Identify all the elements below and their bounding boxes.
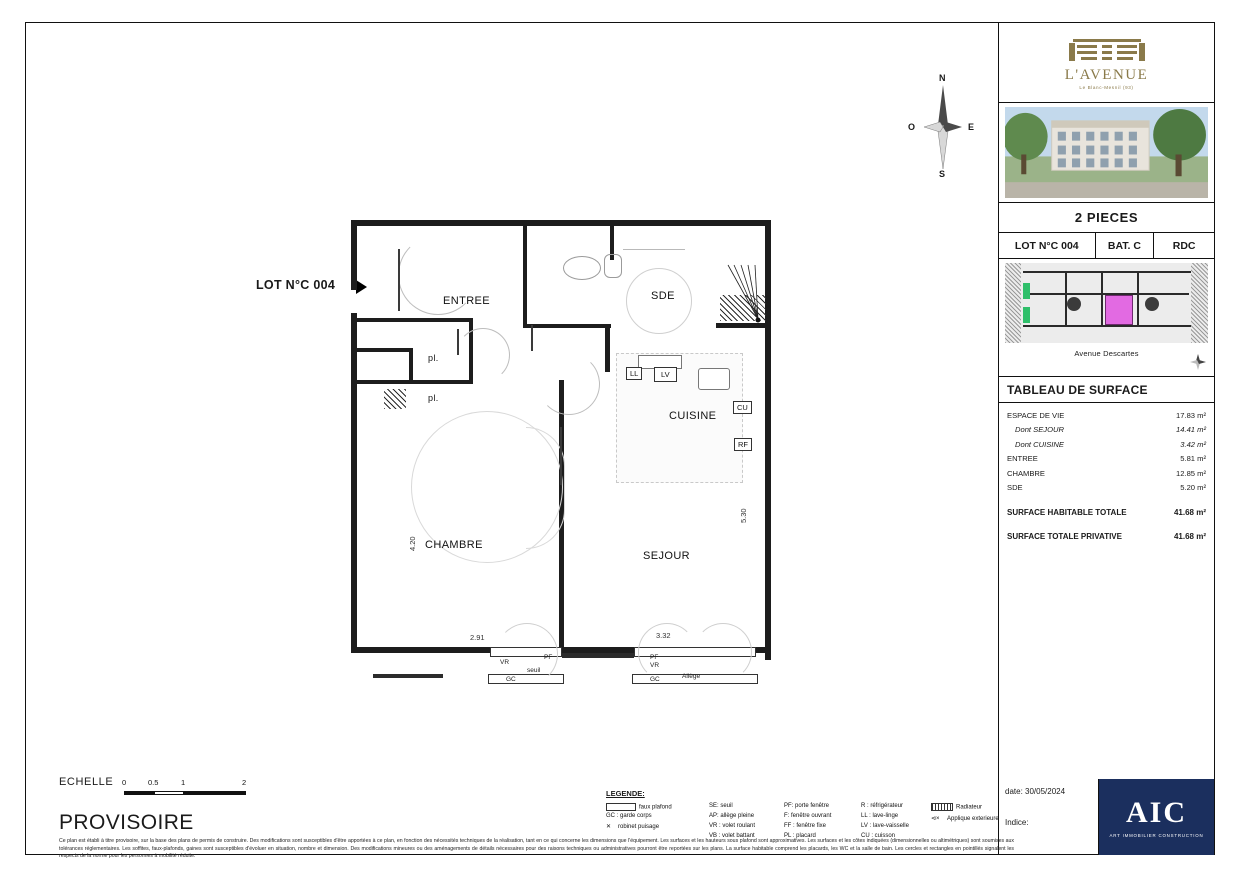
door-swing-window-chambre xyxy=(496,623,558,685)
legend-ll: LL : lave-linge xyxy=(861,813,899,819)
surface-value: 5.81 m² xyxy=(1180,454,1206,464)
kitchen-sink-icon xyxy=(698,368,730,390)
room-label-cuisine: CUISINE xyxy=(669,410,717,422)
door-swing-closet xyxy=(456,328,510,382)
room-label-placard-2: pl. xyxy=(428,393,439,403)
building-logo-icon xyxy=(1063,35,1151,65)
compass-rose-icon xyxy=(906,73,978,183)
company-logo-cell xyxy=(1099,779,1214,855)
legend-r: R : réfrigérateur xyxy=(861,803,904,809)
wall-sde-bottom xyxy=(523,324,611,328)
surface-row xyxy=(1007,452,1206,466)
wall-light-icon: ⊲× xyxy=(931,816,940,822)
door-leaf-chambre xyxy=(560,427,562,485)
legend-cu: CU : cuisson xyxy=(861,833,896,839)
compass-west-label: O xyxy=(908,122,916,132)
hatch-closet xyxy=(384,389,406,409)
surface-value: 14.41 m² xyxy=(1176,425,1206,435)
key-plan-cell xyxy=(999,259,1214,377)
legend-block xyxy=(606,789,1016,846)
legend-applique: Applique exterieure xyxy=(947,816,999,822)
surface-label: ENTREE xyxy=(1007,454,1038,464)
legend-lv: LV : lave-vaisselle xyxy=(861,823,909,829)
total-row xyxy=(1007,505,1206,520)
wall-top xyxy=(351,220,771,226)
surface-label: SDE xyxy=(1007,483,1023,493)
legend-pf: PF: porte fenêtre xyxy=(784,803,830,809)
faux-plafond-swatch-icon xyxy=(606,803,636,811)
wc-icon xyxy=(604,254,622,278)
legend-vb: VB : volet battant xyxy=(709,833,755,839)
appliance-tag-rf: RF xyxy=(734,438,752,451)
floor-level: RDC xyxy=(1153,233,1214,258)
dimension-chambre-width: 2.91 xyxy=(470,633,485,642)
window-tag-vr-1: VR xyxy=(500,659,510,666)
key-plan xyxy=(1005,263,1208,343)
total-value: 41.68 m² xyxy=(1173,531,1206,541)
door-leaf-sde xyxy=(531,325,533,351)
surface-value: 3.42 m² xyxy=(1180,439,1206,449)
legend-robinet: robinet puisage xyxy=(618,824,660,830)
window-tag-pf-2: PF xyxy=(650,654,659,661)
legend-garde-corps: GC : garde corps xyxy=(606,813,652,819)
surface-label: Dont SEJOUR xyxy=(1015,425,1064,435)
surface-row xyxy=(1007,467,1206,481)
pieces-count: 2 PIECES xyxy=(999,203,1214,233)
radiator-icon xyxy=(931,803,953,811)
wall-kitchen-left-up xyxy=(605,324,610,372)
dimension-sejour-width: 3.32 xyxy=(656,631,671,640)
wall-left-upper xyxy=(351,220,357,290)
scale-bar xyxy=(122,778,249,798)
provisoire-title: PROVISOIRE xyxy=(59,811,194,834)
appliance-tag-lv: LV xyxy=(654,367,677,382)
company-tagline: ART IMMOBILIER CONSTRUCTION xyxy=(1109,833,1204,838)
total-label: SURFACE TOTALE PRIVATIVE xyxy=(1007,531,1122,541)
surface-row xyxy=(1007,409,1206,423)
window-tag-gc-2: GC xyxy=(650,676,660,683)
legend-f: F: fenêtre ouvrant xyxy=(784,813,832,819)
sill-mid xyxy=(562,653,634,658)
surface-row xyxy=(1007,481,1206,495)
legend-title: LEGENDE: xyxy=(606,789,645,798)
building-photo-cell xyxy=(999,103,1214,203)
wall-closet-mid xyxy=(357,348,413,352)
lot-callout-arrow-icon xyxy=(356,280,367,294)
surface-table xyxy=(999,403,1214,554)
entry-door-fan-icon xyxy=(726,263,766,325)
highlighted-unit xyxy=(1105,295,1133,325)
total-value: 41.68 m² xyxy=(1173,507,1206,517)
legend-faux-plafond: faux plafond xyxy=(639,804,672,811)
wall-left-lower xyxy=(351,313,357,653)
room-label-entree: ENTREE xyxy=(443,295,491,307)
wall-closet-bottom xyxy=(357,380,473,384)
shower-edge xyxy=(623,249,685,250)
legend-ap: AP: allège pleine xyxy=(709,813,755,819)
footer-block xyxy=(999,779,1214,855)
date-label: date: xyxy=(1005,787,1023,796)
total-label: SURFACE HABITABLE TOTALE xyxy=(1007,507,1127,517)
surface-value: 17.83 m² xyxy=(1176,411,1206,420)
scale-tick-1: 1 xyxy=(181,778,186,787)
street-label: Avenue Descartes xyxy=(1074,349,1139,358)
date-value: 30/05/2024 xyxy=(1025,787,1066,796)
surface-row xyxy=(1007,423,1206,437)
brand-subtitle: Le Blanc-Mesnil (93) xyxy=(1079,85,1134,90)
door-swing-window-sejour-l xyxy=(638,623,696,681)
disclaimer-text: Ce plan est établi à titre provisoire, sur la base des plans de permis de construire. Des modifications sont susceptibles d'être apportées à ce plan, en fonction des nécessités techniques de la réalisation, tant en ce qui concerne les dimensions que l'équipement. Les surfaces et les hauteurs sous plafond sont approximatives. Les surfaces et les côtes indiquées (dimensionnelles ou altimétriques) sont soumises aux tolérances réglementaires. Les soffites, faux-plafonds, gaines sont susceptibles d'évoluer en situation, nombre et dimension. Des modifications mineures ou des aménagements de détails nécessaires pour des raisons techniques ou administratives pourront être reportées sur les plans. La surface habitable comprend les placards, les WC et la salle de bain. Les cercles et rectangles en pointillés signalent les respects de la norme pour les personnes à mobilité réduite. xyxy=(59,838,1014,860)
legend-ff: FF : fenêtre fixe xyxy=(784,823,827,829)
lot-info-row xyxy=(999,233,1214,259)
door-swing-window-sejour-r xyxy=(694,623,752,681)
wall-entry-stub xyxy=(523,226,527,246)
tap-icon: ✕ xyxy=(606,824,612,830)
info-panel xyxy=(999,23,1214,554)
door-leaf-entree xyxy=(398,249,400,311)
lot-number: LOT N°C 004 xyxy=(1014,239,1079,252)
keyplan-compass-icon xyxy=(1190,354,1206,370)
wall-closet-top xyxy=(357,318,473,322)
building-photo xyxy=(1005,107,1208,198)
scale-tick-2: 2 xyxy=(242,778,247,787)
door-leaf-closet xyxy=(457,329,459,355)
brand-logo-cell xyxy=(999,23,1214,103)
window-tag-seuil: seuil xyxy=(527,667,541,674)
scale-tick-0: 0 xyxy=(122,778,127,787)
appliance-tag-cu: CU xyxy=(733,401,752,414)
room-label-chambre: CHAMBRE xyxy=(425,539,483,551)
surface-label: Dont CUISINE xyxy=(1015,439,1064,449)
scale-label: ECHELLE xyxy=(59,776,114,788)
sink-icon xyxy=(563,256,601,280)
company-name: AIC xyxy=(1125,796,1187,829)
window-tag-pf-1: PF xyxy=(544,654,553,661)
surface-value: 5.20 m² xyxy=(1180,483,1206,493)
surface-value: 12.85 m² xyxy=(1176,468,1206,478)
door-swing-sejour xyxy=(538,353,600,415)
building-code: BAT. C xyxy=(1095,233,1154,258)
room-label-sde: SDE xyxy=(651,290,675,302)
wall-closet2 xyxy=(409,348,413,384)
compass-south-label: S xyxy=(939,169,946,179)
compass-north-label: N xyxy=(939,73,946,83)
legend-radiateur: Radiateur xyxy=(956,804,983,811)
window-tag-gc-1: GC xyxy=(506,676,516,683)
total-row xyxy=(1007,529,1206,544)
surface-label: CHAMBRE xyxy=(1007,468,1045,478)
revision-cell xyxy=(999,779,1099,855)
appliance-tag-ll: LL xyxy=(626,367,642,380)
legend-se: SE: seuil xyxy=(709,803,733,809)
scale-tick-05: 0.5 xyxy=(148,778,159,787)
room-label-sejour: SEJOUR xyxy=(643,550,691,562)
legend-vr: VR : volet roulant xyxy=(709,823,756,829)
brand-name: L'AVENUE xyxy=(1064,67,1149,83)
lot-callout-label: LOT N°C 004 xyxy=(256,278,336,292)
sill-left xyxy=(373,674,443,678)
indice-label: Indice: xyxy=(1005,818,1029,827)
surface-row xyxy=(1007,438,1206,452)
window-tag-vr-2: VR xyxy=(650,662,660,669)
window-tag-allege: Allège xyxy=(682,673,701,680)
dimension-chambre-depth: 4.20 xyxy=(408,536,417,551)
legend-pl: PL : placard xyxy=(784,833,816,839)
room-label-placard-1: pl. xyxy=(428,353,439,363)
compass-east-label: E xyxy=(968,122,975,132)
surface-table-title: TABLEAU DE SURFACE xyxy=(999,377,1214,403)
dimension-sejour-depth: 5.30 xyxy=(739,508,748,523)
surface-label: ESPACE DE VIE xyxy=(1007,411,1065,420)
